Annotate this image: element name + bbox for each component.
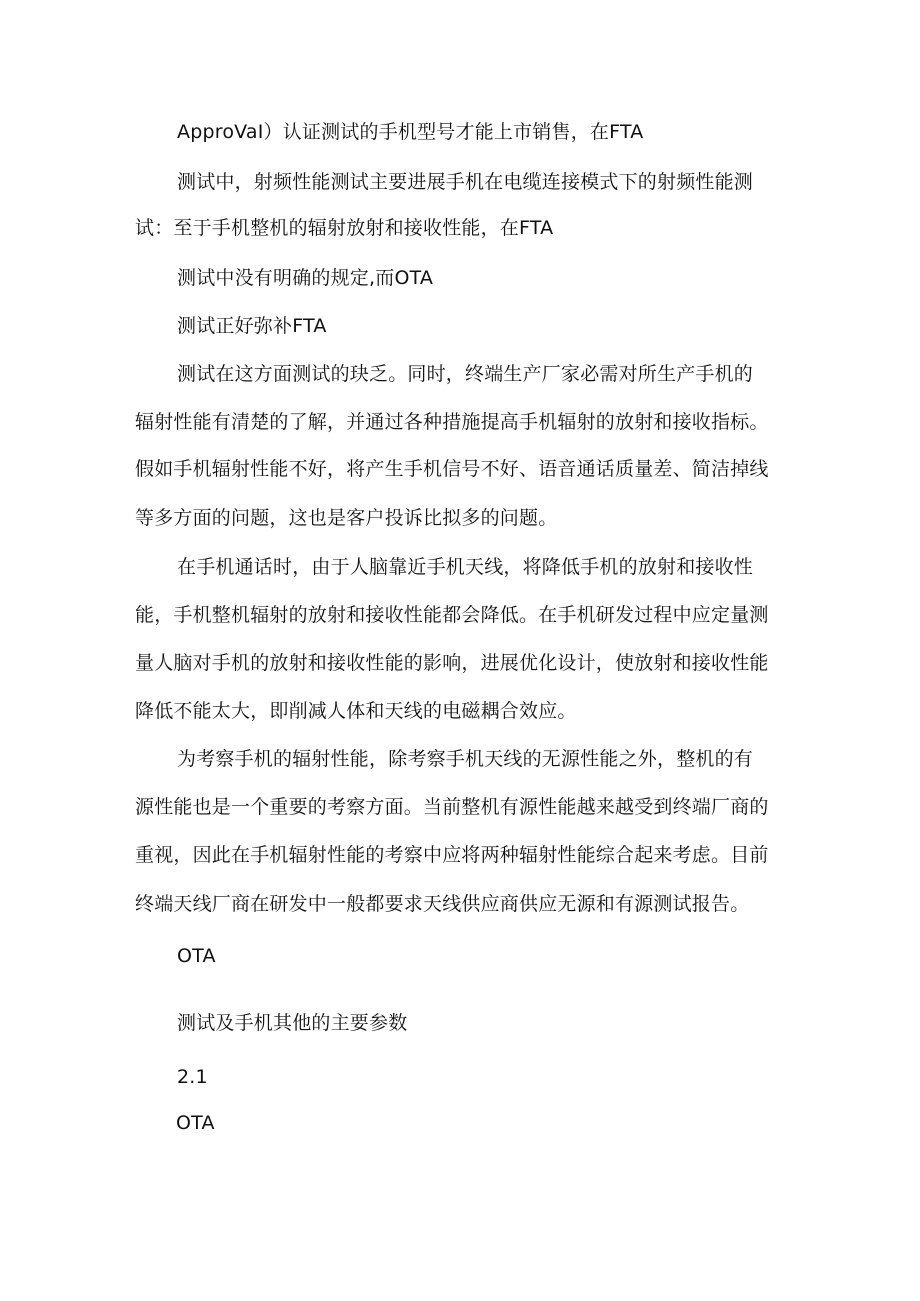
text-line: 重视，因此在手机辐射性能的考察中应将两种辐射性能综合起来考虑。目前 bbox=[135, 844, 769, 866]
text-line: 测试在这方面测试的玦乏。同时，终端生产厂家必需对所生产手机的 bbox=[177, 363, 754, 385]
section-label: OTA bbox=[177, 945, 216, 967]
section-number: 2.1 bbox=[177, 1066, 208, 1088]
text-line: 能，手机整机辐射的放射和接收性能都会降低。在手机研发过程中应定量测 bbox=[135, 604, 769, 626]
text-line: 辐射性能有清楚的了解，并通过各种措施提高手机辐射的放射和接收指标。 bbox=[135, 411, 769, 433]
section-heading: 测试及手机其他的主要参数 bbox=[177, 1012, 408, 1034]
text-line: 测试正好弥补FTA bbox=[177, 315, 327, 337]
text-line: 终端天线厂商在研发中一般都要求天线供应商供应无源和有源测试报告。 bbox=[135, 893, 750, 915]
text-line: 假如手机辐射性能不好，将产生手机信号不好、语音通话质量差、简洁掉线 bbox=[135, 458, 769, 480]
section-label: OTA bbox=[176, 1112, 215, 1134]
text-line: 为考察手机的辐射性能，除考察手机天线的无源性能之外，整机的有 bbox=[177, 748, 754, 770]
text-line: 等多方面的问题，这也是客户投诉比拟多的问题。 bbox=[135, 507, 558, 529]
text-line: 试：至于手机整机的辐射放射和接收性能，在FTA bbox=[135, 217, 554, 239]
text-line: ApproVaI）认证测试的手机型号才能上市销售，在FTA bbox=[177, 121, 644, 143]
text-line: 测试中，射频性能测试主要进展手机在电缆连接模式下的射频性能测 bbox=[177, 171, 754, 193]
text-line: 源性能也是一个重要的考察方面。当前整机有源性能越来越受到终端厂商的 bbox=[135, 796, 769, 818]
text-line: 测试中没有明确的规定,而OTA bbox=[177, 267, 434, 289]
text-line: 量人脑对手机的放射和接收性能的影响，进展优化设计，使放射和接收性能 bbox=[135, 652, 769, 674]
text-line: 在手机通话时，由于人脑靠近手机天线，将降低手机的放射和接收性 bbox=[177, 556, 754, 578]
text-line: 降低不能太大，即削减人体和天线的电磁耦合效应。 bbox=[135, 700, 577, 722]
